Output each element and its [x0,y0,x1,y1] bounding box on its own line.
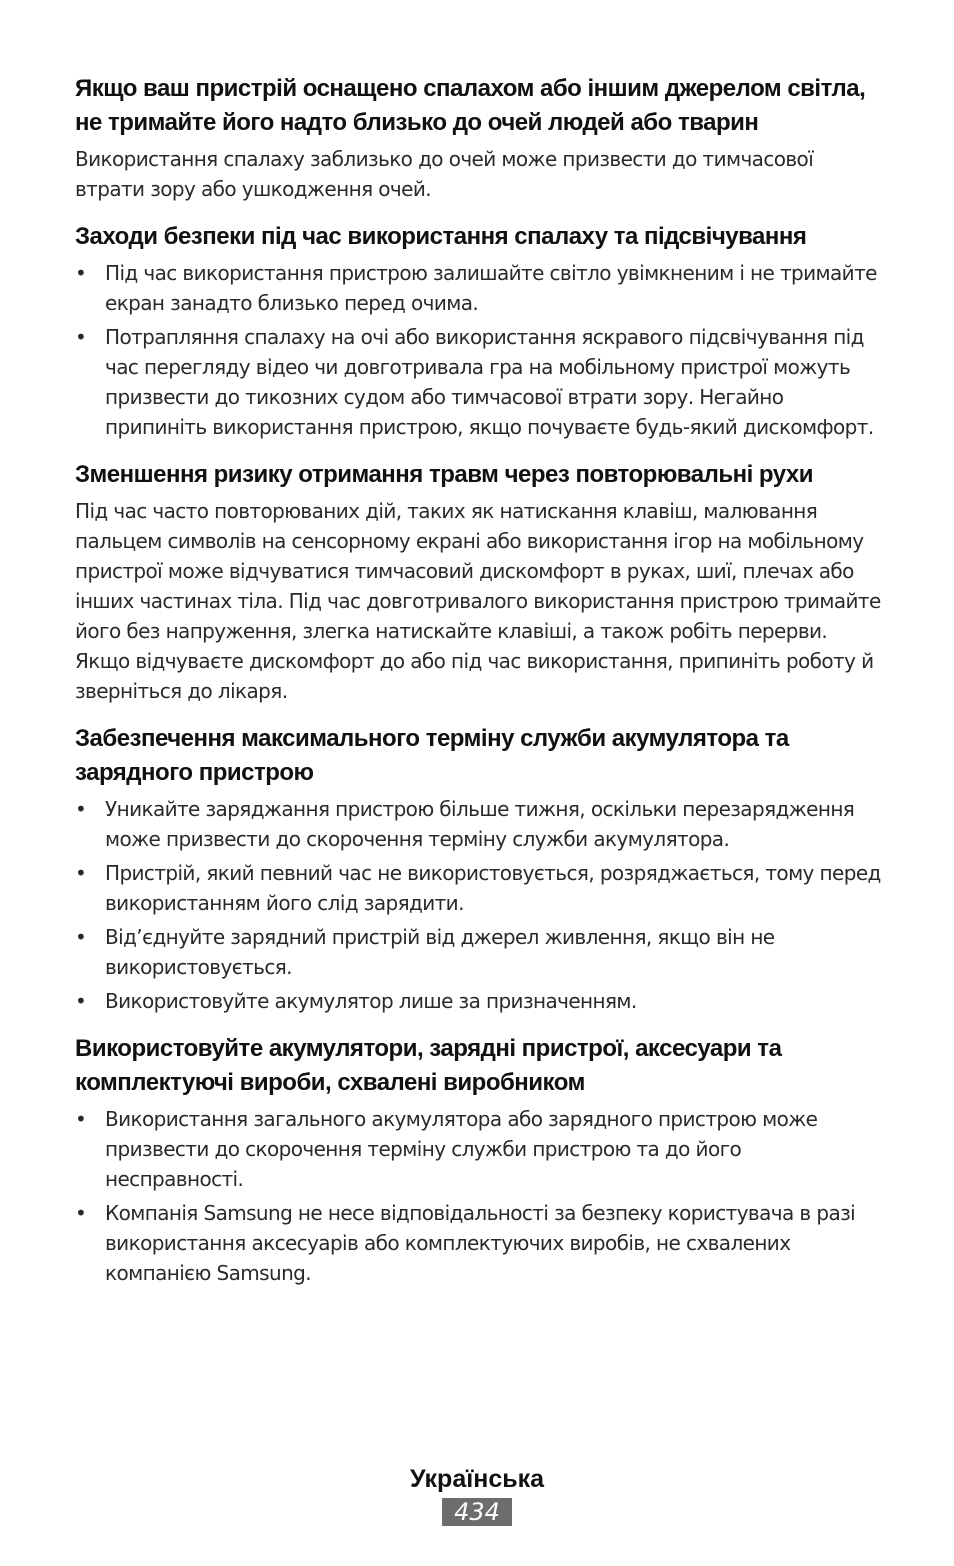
section-approved-accessories [75,1032,885,1288]
section-battery-life [75,722,885,1016]
section-heading: Забезпечення максимального терміну служби акумулятора та зарядного пристрою [75,725,789,786]
bullet-icon: • [75,1107,87,1131]
bullet-list [75,258,885,442]
page-number-badge: 434 [442,1498,512,1526]
bullet-icon: • [75,925,87,949]
list-item [75,794,885,854]
page-footer [0,1462,954,1526]
list-item-text: Використання загального акумулятора або зарядного пристрою може призвести до скорочення терміну служби пристрою та до його несправності. [105,1107,818,1191]
list-item-text: Від’єднуйте зарядний пристрій від джерел живлення, якщо він не використовується. [105,925,775,979]
section-paragraph: Під час часто повторюваних дій, таких як натискання клавіш, малювання пальцем символів на сенсорному екрані або використання ігор на мобільному пристрої може відчуватися тимчасовий дискомфорт в руках, шиї, плечах або інших частинах тіла. Під час довготривалого використання пристрою тримайте його без напруження, злегка натискайте клавіші, а також робіть перерви. Якщо відчуваєте дискомфорт до або під час використання, припиніть роботу й зверніться до лікаря. [75,499,881,703]
bullet-icon: • [75,1201,87,1225]
list-item [75,1198,885,1288]
section-heading: Якщо ваш пристрій оснащено спалахом або іншим джерелом світла, не тримайте його надто близько до очей людей або тварин [75,75,866,136]
section-heading: Використовуйте акумулятори, зарядні пристрої, аксесуари та комплектуючі вироби, схвалені виробником [75,1035,782,1096]
list-item-text: Під час використання пристрою залишайте світло увімкненим і не тримайте екран занадто близько перед очима. [105,261,877,315]
document-page [75,72,885,1304]
section-flash-eyes [75,72,885,204]
list-item [75,986,885,1016]
bullet-icon: • [75,989,87,1013]
section-repetitive-motion [75,458,885,706]
section-heading: Заходи безпеки під час використання спалаху та підсвічування [75,223,807,250]
list-item-text: Використовуйте акумулятор лише за призначенням. [105,989,637,1013]
list-item-text: Пристрій, який певний час не використовується, розряджається, тому перед використанням його слід зарядити. [105,861,881,915]
bullet-icon: • [75,325,87,349]
list-item [75,258,885,318]
list-item [75,1104,885,1194]
bullet-list [75,1104,885,1288]
list-item [75,858,885,918]
footer-language: Українська [409,1465,545,1493]
section-heading: Зменшення ризику отримання травм через повторювальні рухи [75,461,814,488]
list-item [75,322,885,442]
section-flash-safety [75,220,885,442]
section-paragraph: Використання спалаху заблизько до очей може призвести до тимчасової втрати зору або ушкодження очей. [75,147,814,201]
bullet-icon: • [75,797,87,821]
bullet-list [75,794,885,1016]
list-item-text: Компанія Samsung не несе відповідальності за безпеку користувача в разі використання аксесуарів або комплектуючих виробів, не схвалених компанією Samsung. [105,1201,856,1285]
bullet-icon: • [75,861,87,885]
list-item-text: Уникайте заряджання пристрою більше тижня, оскільки перезарядження може призвести до скорочення терміну служби акумулятора. [105,797,855,851]
bullet-icon: • [75,261,87,285]
list-item-text: Потрапляння спалаху на очі або використання яскравого підсвічування під час перегляду відео чи довготривала гра на мобільному пристрої можуть призвести до тикозних судом або тимчасової втрати зору. Негайно припиніть використання пристрою, якщо почуваєте будь-який дискомфорт. [105,325,874,439]
list-item [75,922,885,982]
